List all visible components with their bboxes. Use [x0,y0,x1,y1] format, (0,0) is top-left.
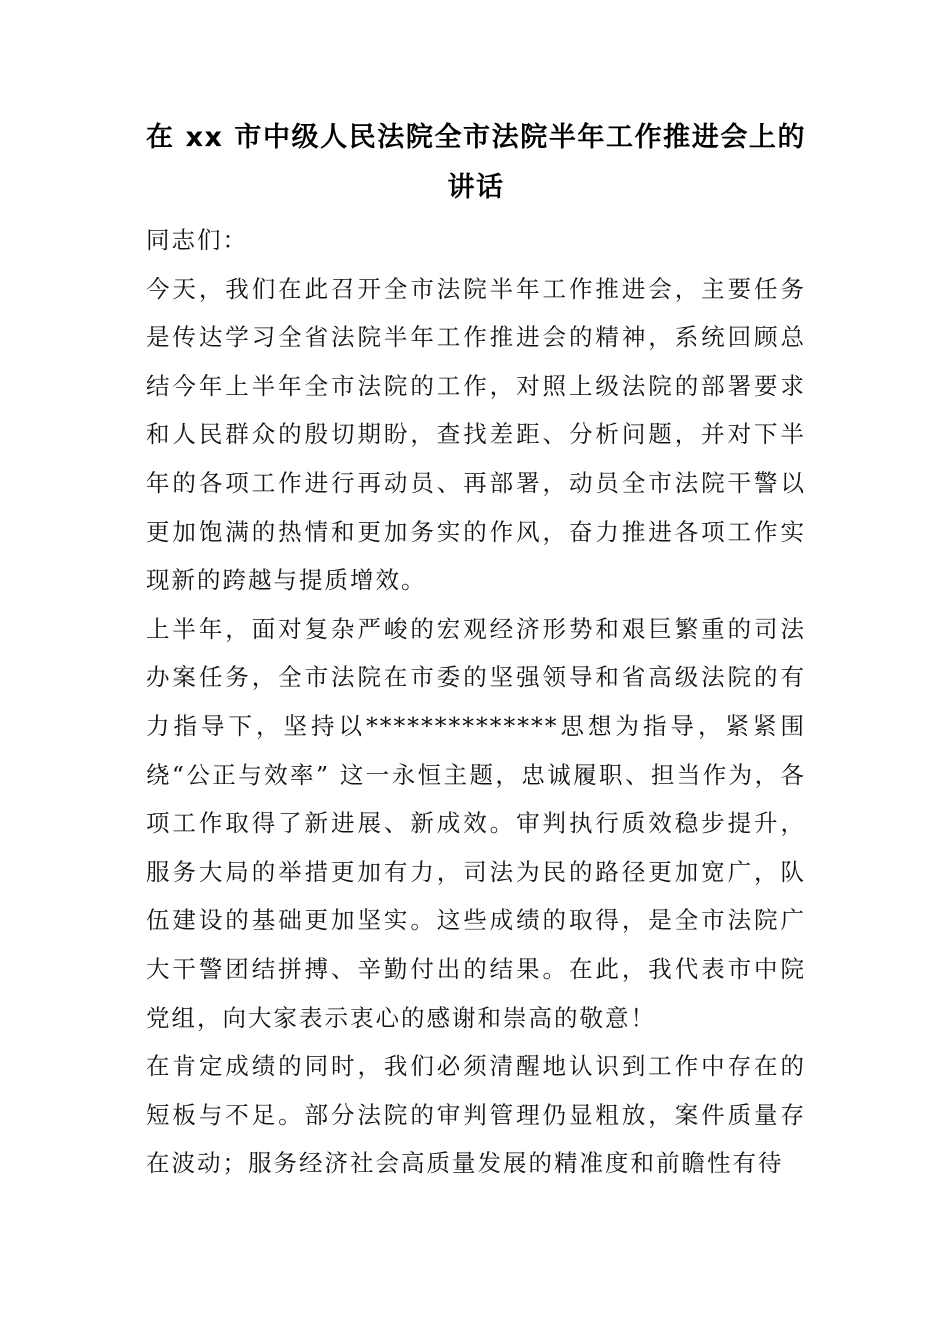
paragraph-shortcomings: 在肯定成绩的同时，我们必须清醒地认识到工作中存在的短板与不足。部分法院的审判管理仍显粗放，案件质量存在波动；服务经济社会高质量发展的精准度和前瞻性有待 [146,1052,806,1178]
document-title: 在 xx 市中级人民法院全市法院半年工作推进会上的讲话 [146,122,806,203]
document-body [146,216,806,1188]
salutation: 同志们： [146,226,248,254]
paragraph-achievements: 上半年，面对复杂严峻的宏观经济形势和艰巨繁重的司法办案任务，全市法院在市委的坚强领导和省高级法院的有力指导下，坚持以**************思想为指导，紧紧围绕“公正与效率” 这一永恒主题，忠诚履职、担当作为，各项工作取得了新进展、新成效。审判执行质效稳步提升，服务大局的举措更加有力，司法为民的路径更加宽广，队伍建设的基础更加坚实。这些成绩的取得，是全市法院广大干警团结拼搏、辛勤付出的结果。在此，我代表市中院党组，向大家表示衷心的感谢和崇高的敬意！ [146,614,806,1032]
paragraph-opening: 今天，我们在此召开全市法院半年工作推进会，主要任务是传达学习全省法院半年工作推进会的精神，系统回顾总结今年上半年全市法院的工作，对照上级法院的部署要求和人民群众的殷切期盼，查找差距、分析问题，并对下半年的各项工作进行再动员、再部署，动员全市法院干警以更加饱满的热情和更加务实的作风，奋力推进各项工作实现新的跨越与提质增效。 [146,274,806,595]
